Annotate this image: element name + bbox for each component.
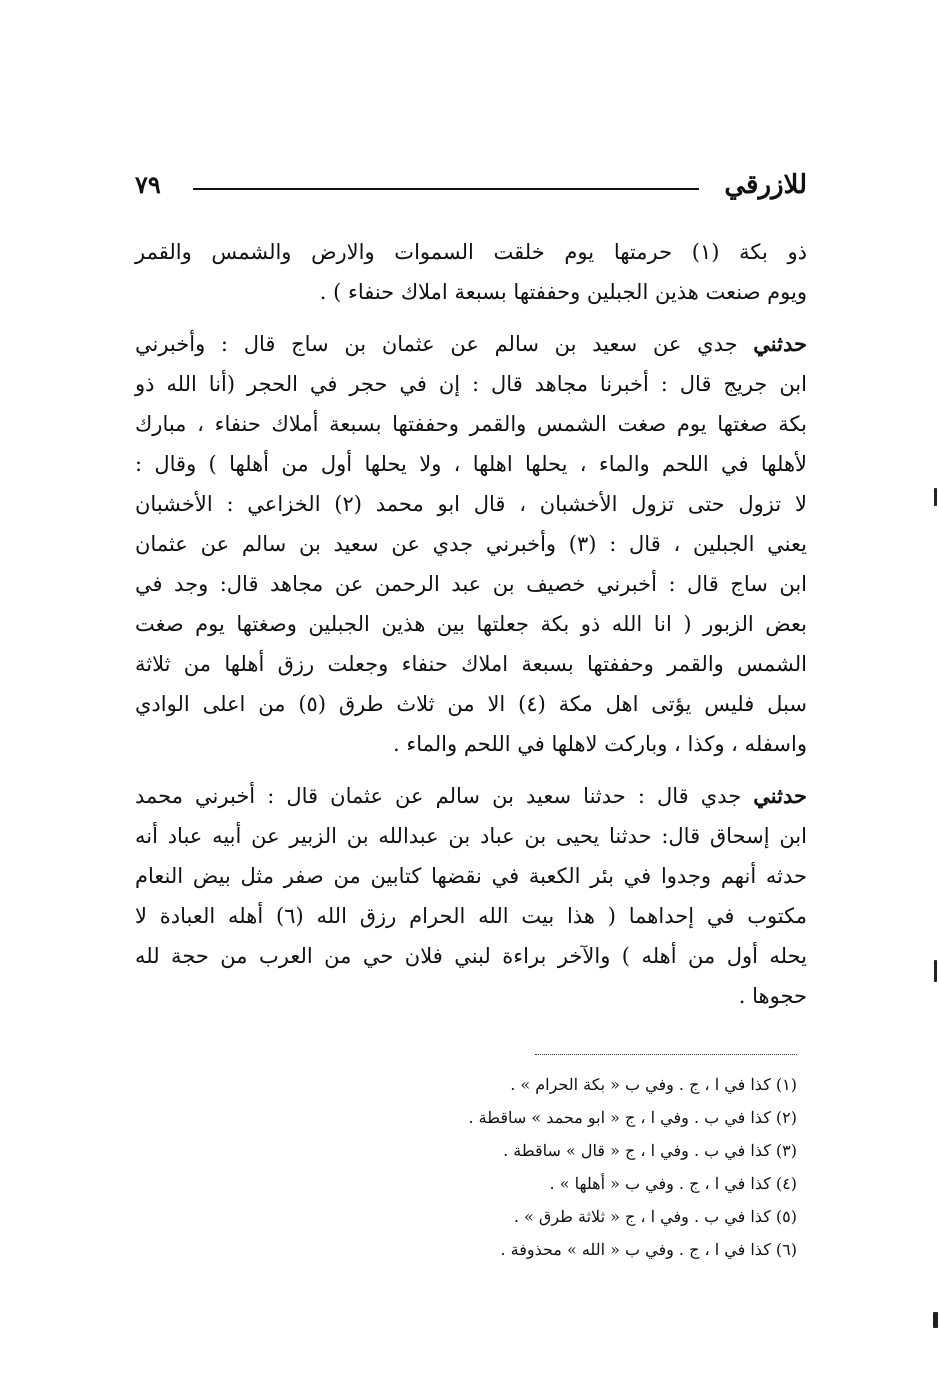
- text-line-with-lead: [135, 776, 807, 816]
- text-line: ويوم صنعت هذين الجبلين وحففتها بسبعة املاك حنفاء ) .: [319, 280, 807, 304]
- text-line: حدثه أنهم وجدوا في بئر الكعبة في نقضها كتابين من صفر مثل بيض النعام: [135, 864, 807, 888]
- scan-edge-mark: [934, 960, 937, 982]
- text-line-with-lead: [135, 324, 807, 364]
- text-line: ابن إسحاق قال: حدثنا يحيى بن عباد بن عبدالله بن الزبير عن أبيه عباد أنه: [135, 824, 807, 848]
- scan-edge-mark: [933, 1312, 938, 1328]
- text-line: واسفله ، وكذا ، وباركت لاهلها في اللحم والماء .: [393, 732, 807, 756]
- footnotes: [397, 1068, 797, 1266]
- paragraph-lead-word: حدثني: [753, 783, 807, 808]
- main-text: [135, 232, 807, 1016]
- text-line: يحله أول من أهله ) والآخر براءة لبني فلان حي من العرب من حجة لله: [135, 944, 807, 968]
- text-line: يعني الجبلين ، قال : (٣) وأخبرني جدي عن سعيد بن سالم عن عثمان: [135, 532, 807, 556]
- paragraph-3: [135, 776, 807, 1016]
- text-line: ابن جريج قال : أخبرنا مجاهد قال : إن في حجر في الحجر (أنا الله ذو: [135, 372, 807, 396]
- text-line: لأهلها في اللحم والماء ، يحلها اهلها ، ولا يحلها أول من أهلها ) وقال :: [135, 452, 807, 476]
- paragraph-1: [135, 232, 807, 312]
- text-line: بعض الزبور ( انا الله ذو بكة جعلتها بين هذين الجبلين وصغتها يوم صغت: [135, 612, 807, 636]
- scan-edge-mark: [934, 488, 937, 506]
- page-number: ٧٩: [135, 170, 161, 199]
- page-header: [135, 170, 807, 210]
- footnote-item: (١) كذا في ا ، ج . وفي ب « بكة الحرام » .: [510, 1075, 797, 1094]
- text-line: سبل فليس يؤتى اهل مكة (٤) الا من ثلاث طرق (٥) من اعلى الوادي: [135, 692, 807, 716]
- footnote-item: (٣) كذا في ب . وفي ا ، ج « قال » ساقطة .: [503, 1141, 797, 1160]
- text-line: بكة صغتها يوم صغت الشمس والقمر وحففتها بسبعة أملاك حنفاء ، مبارك: [135, 412, 807, 436]
- footnote-item: (٤) كذا في ا ، ج . وفي ب « أهلها » .: [549, 1174, 797, 1193]
- text-line: الشمس والقمر وحففتها بسبعة املاك حنفاء وجعلت رزق أهلها من ثلاثة: [135, 652, 807, 676]
- text-line: ابن ساج قال : أخبرني خصيف بن عبد الرحمن عن مجاهد قال: وجد في: [135, 572, 807, 596]
- paragraph-2: [135, 324, 807, 764]
- footnote-item: (٥) كذا في ب . وفي ا ، ج « ثلاثة طرق » .: [513, 1207, 797, 1226]
- text-line: حجوها .: [738, 984, 807, 1008]
- text-line: جدي عن سعيد بن سالم عن عثمان بن ساج قال : وأخبرني: [135, 332, 754, 356]
- text-line: لا تزول حتى تزول الأخشبان ، قال ابو محمد (٢) الخزاعي : الأخشبان: [135, 492, 807, 516]
- footnote-item: (٢) كذا في ب . وفي ا ، ج « ابو محمد » ساقطة .: [468, 1108, 797, 1127]
- footnote-item: (٦) كذا في ا ، ج . وفي ب « الله » محذوفة .: [500, 1240, 797, 1259]
- footnote-separator: [535, 1054, 797, 1055]
- text-line: مكتوب في إحداهما ( هذا بيت الله الحرام رزق الله (٦) أهله العبادة لا: [135, 904, 807, 928]
- text-line: ذو بكة (١) حرمتها يوم خلقت السموات والارض والشمس والقمر: [135, 240, 807, 264]
- paragraph-lead-word: حدثني: [753, 331, 807, 356]
- running-title: للازرقي: [724, 170, 807, 200]
- header-rule: [193, 188, 699, 190]
- text-line: جدي قال : حدثنا سعيد بن سالم عن عثمان قال : أخبرني محمد: [135, 784, 754, 808]
